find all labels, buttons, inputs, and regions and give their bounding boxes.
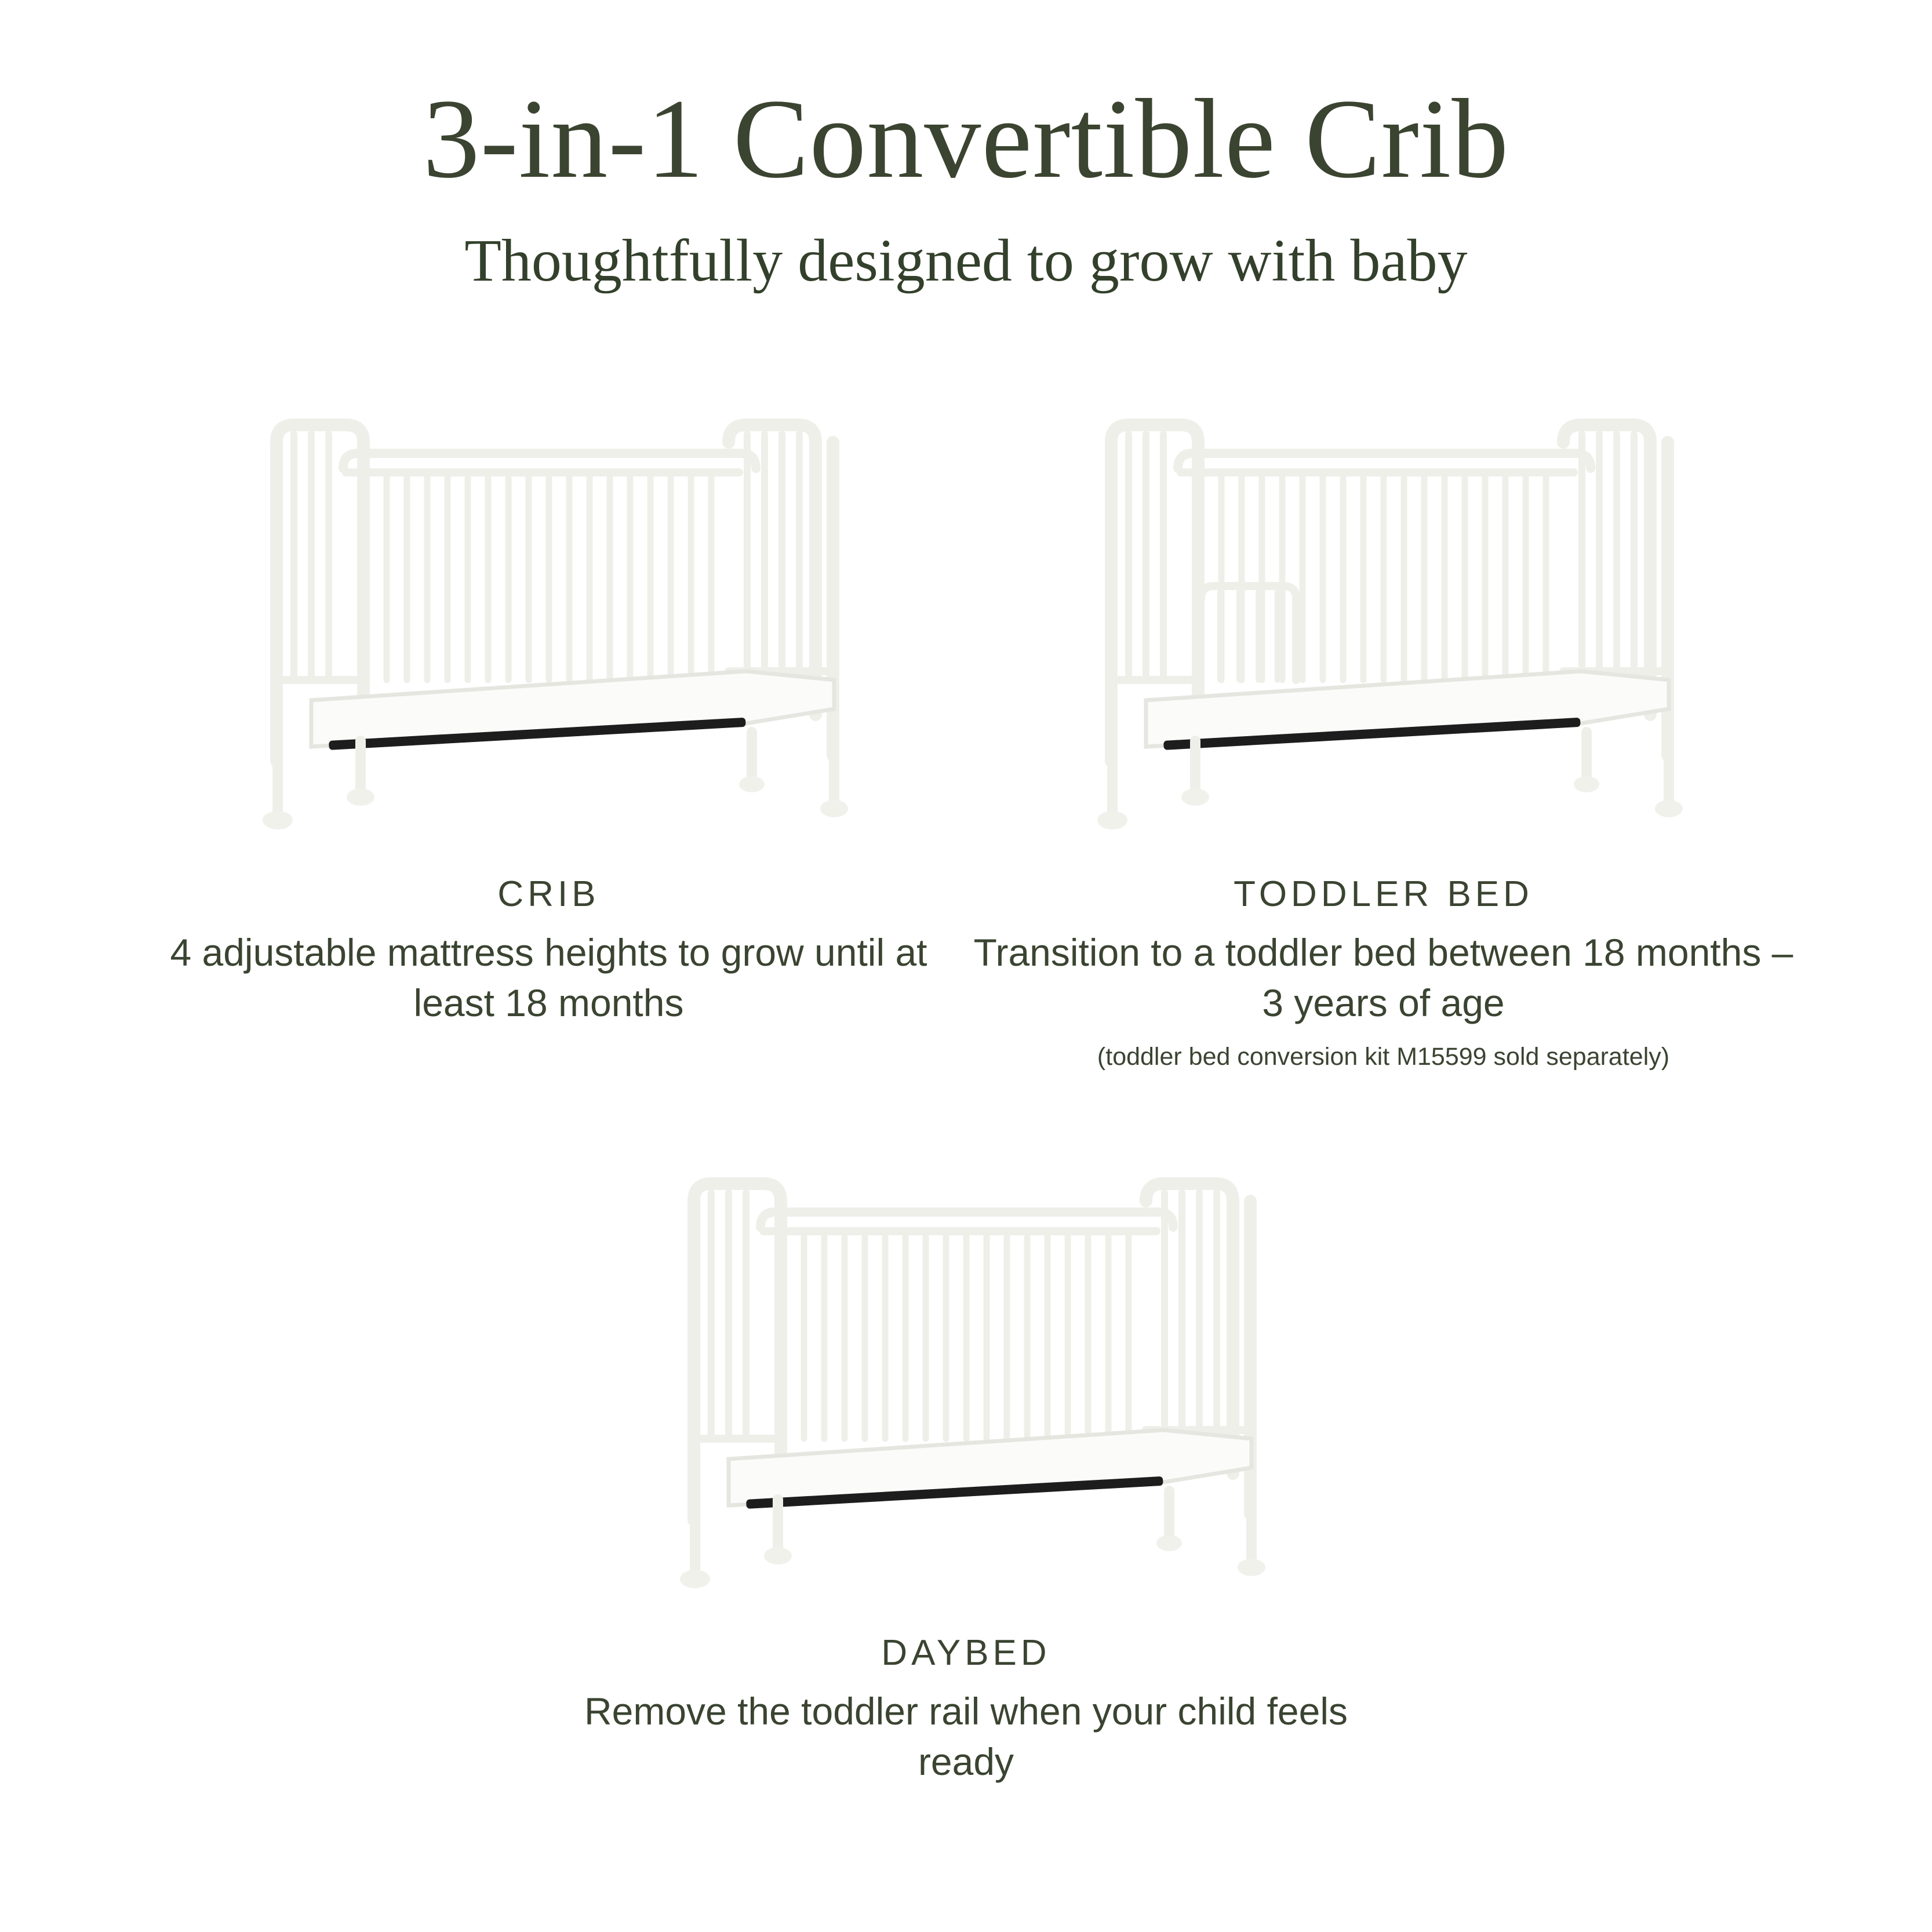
panel-description: Transition to a toddler bed between 18 months – 3 years of age — [973, 930, 1793, 1024]
panel-note: (toddler bed conversion kit M15599 sold separately) — [1097, 1042, 1670, 1071]
panel-crib — [132, 384, 966, 1028]
panel-description: 4 adjustable mattress heights to grow until at least 18 months — [170, 930, 927, 1024]
panel-row-top — [0, 384, 1932, 1074]
header — [0, 0, 1932, 297]
page-title: 3-in-1 Convertible Crib — [423, 76, 1509, 202]
page-subtitle: Thoughtfully designed to grow with baby — [464, 227, 1468, 294]
panel-toddler-bed — [966, 384, 1801, 1074]
panel-label: TODDLER BED — [1234, 874, 1533, 914]
panel-label: CRIB — [497, 874, 600, 914]
panel-description: Remove the toddler rail when your child feels ready — [584, 1689, 1348, 1783]
daybed-illustration — [549, 1143, 1384, 1607]
daybed-illustration-svg — [659, 1166, 1274, 1607]
crib-illustration — [132, 384, 966, 848]
panel-row-bottom — [0, 1143, 1932, 1787]
crib-illustration-svg — [242, 407, 856, 848]
toddler-bed-illustration-svg — [1076, 407, 1691, 848]
toddler-bed-illustration — [966, 384, 1801, 848]
panels-grid — [0, 384, 1932, 1787]
panel-daybed — [549, 1143, 1384, 1787]
panel-label: DAYBED — [881, 1632, 1051, 1673]
